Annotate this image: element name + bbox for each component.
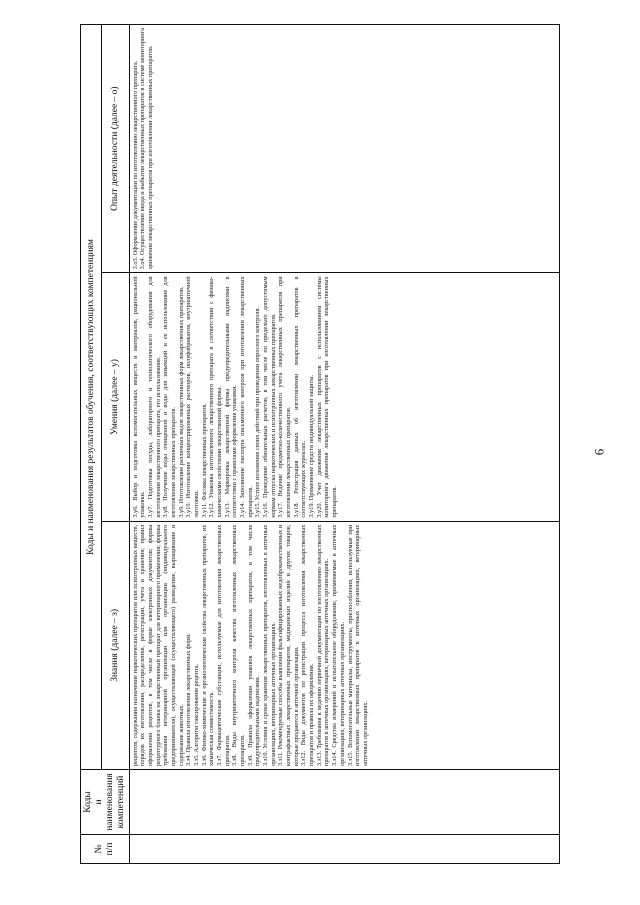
- knowledge-item: 3.з10. Условия и сроки хранения лекарственных препаратов, изготовленных в аптечных организациях, ветеринарных аптечных организациях.: [262, 524, 277, 766]
- knowledge-item: рецептов, содержания назначение наркотических препаратов или психотропных веществ, порядок их изготовления, распределения, регистрации, учета и хранения; правил оформления рецептов, в том числе в форме электронных документов; формы рецептурного бланка на лекарственный препарат для ветеринарного применения; формы требования ветеринарной организации или организации (индивидуального предпринимателя), осуществляющей (осуществляющего) разведение, выращивание и содержание животных.: [131, 524, 185, 766]
- knowledge-item: 3.з11. Рекомендуемые способы выявления фальсифицированных недоброкачественных и контрафактных лекарственных препаратов, медицинских изделий и других товаров, которые продаются в аптечной организации.: [277, 524, 300, 766]
- skill-item: 3.у10. Изготовление концентрированных растворов, полуфабрикатов, внутриаптечной заготовки.: [185, 276, 201, 518]
- header-codes: Коды и наименования компетенций: [81, 770, 130, 835]
- skill-item: 3.у13. Маркировка лекарственной формы предупредительными надписями в соответствии с правилами оформления упаковки.: [223, 276, 239, 518]
- header-knowledge: Знания (далее – з): [102, 521, 129, 769]
- skill-item: 3.у17. Ведение предметно-количественного учета лекарственных препаратов при изготовлении лекарственных препаратов.: [277, 276, 293, 518]
- skills-list: [132, 276, 557, 517]
- knowledge-item: 3.з6. Физико-химические и органолептические свойства лекарственных препаратов, их химическая совместимость.: [200, 524, 216, 766]
- header-skills: Умения (далее – у): [102, 273, 129, 521]
- competency-table-sheet: [80, 24, 560, 864]
- skill-item: 3.у6. Выбор и подготовка вспомогательных веществ и материалов, рациональной упаковки.: [131, 276, 147, 518]
- page-number: 6: [591, 448, 607, 456]
- knowledge-item: 3.з12. Виды документов по регистрации процесса изготовления лекарственных препаратов и правила их оформления.: [300, 524, 316, 766]
- skill-item: 3.у14. Заполнение паспорта письменного контроля при изготовлении лекарственных препаратов.: [239, 276, 254, 518]
- skill-item: 3.у11. Фасовка лекарственных препаратов.: [200, 403, 208, 518]
- knowledge-item: 3.з14. Средства измерений и испытательное оборудование, применяемые в аптечных организациях, ветеринарных аптечных организациях.: [331, 524, 346, 766]
- knowledge-item: 3.з7. Фармацевтические субстанции, используемые для изготовления лекарственных препаратов.: [216, 524, 231, 766]
- knowledge-item: 3.з15. Вспомогательные материалы, инструменты, приспособления, используемые при изготовлении лекарственных препаратов в аптечных организациях, ветеринарных аптечных организациях.: [346, 524, 369, 766]
- experience-list: [132, 28, 557, 269]
- skill-item: 3.у7. Подготовка посуды, лабораторного и технологического оборудования для изготовления лекарственного препарата, его использование.: [147, 276, 162, 518]
- knowledge-item: 3.з5. Алгоритм таксирования рецепта.: [193, 663, 201, 766]
- header-experience: Опыт деятельности (далее – о): [102, 25, 129, 273]
- knowledge-item: 3.з9. Правила оформления упаковок лекарственных препаратов, в том числе предупредительными надписями.: [246, 524, 262, 766]
- skill-item: 3.у19. Применение средств индивидуальной защиты.: [308, 374, 316, 518]
- experience-cell: [129, 25, 559, 273]
- knowledge-item: 3.з8. Виды внутриаптечного контроля качества изготовленных лекарственных препаратов.: [231, 524, 247, 766]
- header-results-group: Коды и наименования результатов обучения, соответствующих компетенциям: [81, 25, 102, 770]
- row-code-cell: [129, 770, 559, 835]
- knowledge-list: [132, 525, 557, 766]
- skill-item: 3.у8. Получение воды очищенной и воды для инъекций и ее использование для изготовления лекарственных препаратов.: [162, 276, 178, 518]
- table-row: [129, 25, 559, 864]
- skill-item: 3.у20. Учет движения лекарственных препаратов с использованием системы мониторинга движения лекарственных препаратов при изготовлении лекарственных препаратов.: [315, 276, 339, 518]
- skill-item: 3.у15. Устное изложение своих действий при проведении опросного контроля.: [254, 307, 262, 518]
- skills-cell: [129, 273, 559, 521]
- competency-table: [80, 24, 560, 864]
- experience-item: 3.о4. Осуществление ввода и выбытия лекарственных препаратов в системе мониторинга движения лекарственных препаратов при изготовлении лекарственных препаратов.: [139, 28, 155, 270]
- row-number-cell: [129, 835, 559, 864]
- experience-item: 3.о3. Оформление документации по изготовлению лекарственного препарата.: [131, 60, 139, 270]
- knowledge-item: 3.з4. Правила изготовления лекарственных форм.: [185, 633, 193, 766]
- skill-item: 3.у16. Проведение обязательных расчетов, в том числе по предельно допустимым нормам отпуска наркотических и психотропных лекарственных препаратов.: [262, 276, 277, 518]
- skill-item: 3.у9. Изготовление различных видов лекарственных форм лекарственных препаратов.: [177, 286, 185, 518]
- skill-item: 3.у12. Упаковка изготовленного лекарственного препарата в соответствии с физико-химическими свойствами лекарственной формы.: [208, 276, 224, 518]
- table-subheader-row: [102, 25, 129, 864]
- knowledge-item: 3.з13. Требования к ведению первичной документации по изготовлению лекарственных препаратов в аптечных организациях, ветеринарных аптечных организациях.: [315, 524, 331, 766]
- table-header-row: [81, 25, 102, 864]
- skill-item: 3.у18. Регистрация данных об изготовлении лекарственных препаратов в соответствующих журналах.: [292, 276, 308, 518]
- header-number: № п/п: [81, 835, 130, 864]
- knowledge-cell: [129, 521, 559, 769]
